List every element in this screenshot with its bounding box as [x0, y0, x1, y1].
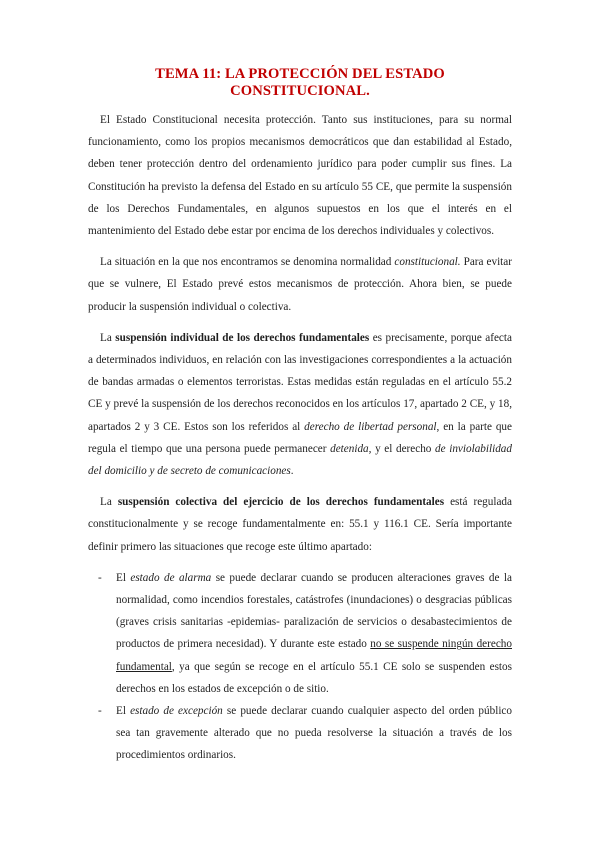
- paragraph-suspension-individual: [88, 327, 512, 482]
- paragraph-suspension-colectiva: [88, 491, 512, 558]
- underlined-text: no se suspende ningún derecho fundamental: [116, 638, 512, 673]
- italic-text: detenida,: [330, 442, 372, 455]
- page-title: [88, 66, 512, 100]
- text-run: , ya que según se recoge en el artículo 55.1 CE solo se suspenden estos derechos en los estados de excepción o de sitio.: [116, 660, 512, 695]
- list-item: [88, 700, 512, 767]
- bullet-dash: -: [98, 571, 102, 584]
- italic-text: de inviolabilidad del domicilio y de secreto de comunicaciones: [88, 442, 512, 478]
- text-run: .: [290, 465, 294, 478]
- bold-term: suspensión colectiva del ejercicio de los derechos fundamentales: [117, 496, 445, 509]
- italic-text: estado de excepción: [130, 705, 223, 718]
- italic-text: estado de alarma: [130, 571, 212, 584]
- text-run: La: [100, 496, 118, 509]
- paragraph-intro: El Estado Constitucional necesita protección. Tanto sus instituciones, para su normal funcionamiento, como los propios mecanismos democráticos que dan estabilidad al Estado, deben tener protección dentro del ordenamiento jurídico para poder cumplir sus fines. La Constitución ha previsto la defensa del Estado en su artículo 55 CE, que permite la suspensión de los Derechos Fundamentales, en algunos supuestos en los que el interés en el mantenimiento del Estado debe estar por encima de los derechos individuales y colectivos.: [88, 114, 512, 238]
- text-run: , en la parte que regula el tiempo que una persona puede permanecer: [88, 420, 512, 455]
- italic-text: derecho de libertad personal: [304, 420, 437, 433]
- text-run: y el derecho: [371, 442, 436, 455]
- text-run: está regulada constitucionalmente y se recoge fundamentalmente en: 55.1 y 116.1 CE. Sería importante definir primero las situaciones que recoge este último apartado:: [88, 496, 512, 553]
- text-run: La situación en la que nos encontramos se denomina normalidad: [100, 256, 395, 269]
- bullet-dash: -: [98, 705, 102, 718]
- text-run: se puede declarar cuando se producen alteraciones graves de la normalidad, como incendios forestales, catástrofes (inundaciones) o desgracias públicas (graves crisis sanitarias -epidemias- paralización de servicios o desabastecimientos de productos de primera necesidad). Y durante este estado: [116, 571, 512, 651]
- paragraph-normalidad: [88, 251, 512, 318]
- text-run: La: [100, 331, 116, 344]
- bold-term: suspensión individual de los derechos fundamentales: [115, 331, 370, 344]
- text-run: se puede declarar cuando cualquier aspecto del orden público sea tan gravemente alterado que no pueda resolverse la situación a través de los procedimientos ordinarios.: [116, 705, 512, 762]
- bullet-list: [88, 567, 512, 767]
- italic-text: constitucional.: [394, 256, 461, 269]
- title-number: TEMA 11:: [155, 66, 222, 82]
- text-run: El: [116, 571, 131, 584]
- list-item: [88, 567, 512, 700]
- text-run: Para evitar que se vulnere, El Estado prevé estos mecanismos de protección. Ahora bien, se puede producir la suspensión individual o colectiva.: [88, 256, 512, 313]
- text-run: El: [116, 705, 131, 718]
- title-text: LA PROTECCIÓN DEL ESTADO CONSTITUCIONAL.: [221, 66, 445, 99]
- text-run: es precisamente, porque afecta a determinados individuos, en relación con las investigaciones correspondientes a la actuación de bandas armadas o elementos terroristas. Estas medidas están reguladas en el artículo 55.2 CE y prevé la suspensión de los derechos reconocidos en los artículos 17, apartado 2 CE, y 18, apartados 2 y 3 CE. Estos son los referidos al: [88, 331, 512, 433]
